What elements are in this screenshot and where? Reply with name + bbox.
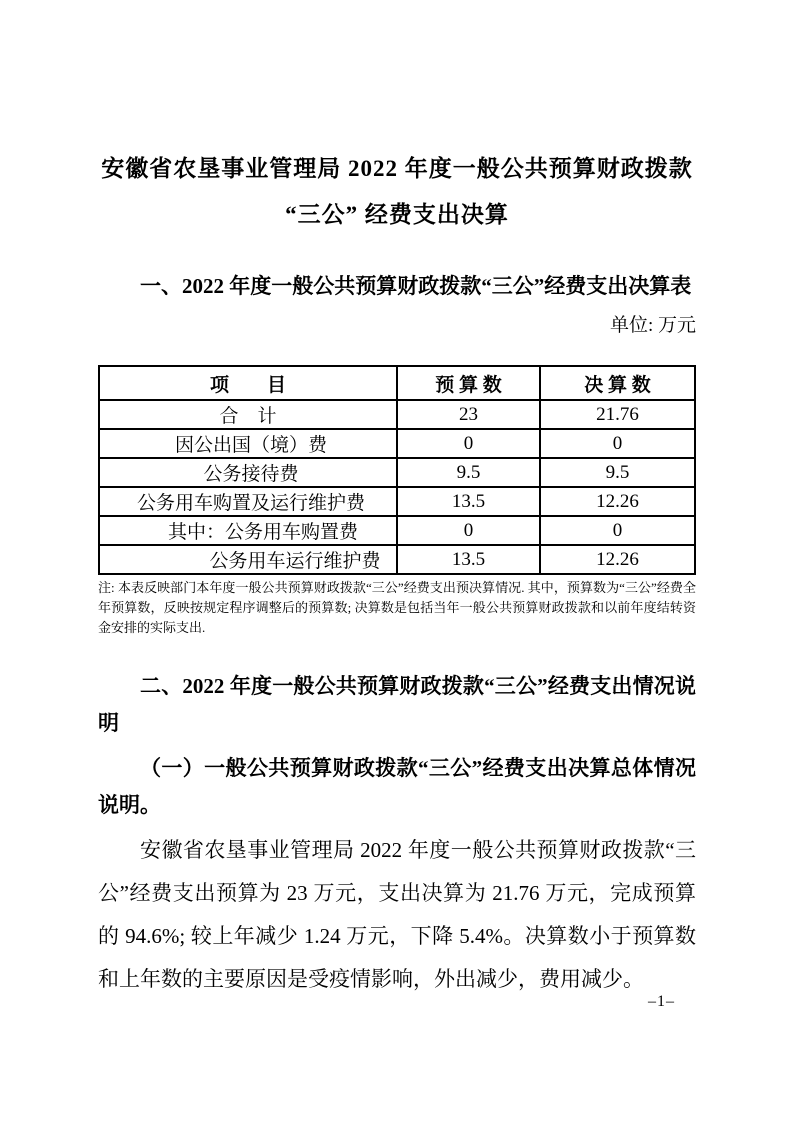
row-total-final: 21.76 xyxy=(540,400,695,429)
row-vehicle-purchase-budget: 0 xyxy=(397,516,540,545)
table-row xyxy=(99,400,695,429)
table-note: 注: 本表反映部门本年度一般公共预算财政拨款“三公”经费支出预决算情况. 其中，预算数为“三公”经费全年预算数，反映按规定程序调整后的预算数; 决算数是包括当年一般公共预算财政拨款和以前年度结转资金安排的实际支出. xyxy=(98,580,696,635)
row-vehicle-total-budget: 13.5 xyxy=(397,487,540,516)
row-reception-budget: 9.5 xyxy=(397,458,540,487)
table-row xyxy=(99,516,695,545)
document-title-line1: 安徽省农垦事业管理局 2022 年度一般公共预算财政拨款 xyxy=(101,156,693,181)
table-row xyxy=(99,458,695,487)
section-one-heading: 一、2022 年度一般公共预算财政拨款“三公”经费支出决算表 xyxy=(140,274,692,298)
overview-paragraph: 安徽省农垦事业管理局 2022 年度一般公共预算财政拨款“三公”经费支出预算为 23 万元，支出决算为 21.76 万元，完成预算的 94.6%; 较上年减少 1.24 万元，下降 5.4%。决算数小于预算数和上年数的主要原因是受疫情影响，外出减少，费用减少。 xyxy=(98,838,696,991)
row-vehicle-purchase-item: 其中：公务用车购置费 xyxy=(99,516,397,545)
row-vehicle-maintenance-budget: 13.5 xyxy=(397,545,540,574)
subsection-one-heading: （一）一般公共预算财政拨款“三公”经费支出决算总体情况说明。 xyxy=(98,756,696,817)
table-header-row xyxy=(99,366,695,400)
table-row xyxy=(99,429,695,458)
document-title-line2: “三公” 经费支出决算 xyxy=(285,202,509,227)
row-vehicle-maintenance-final: 12.26 xyxy=(540,545,695,574)
table-row xyxy=(99,545,695,574)
section-two-heading: 二、2022 年度一般公共预算财政拨款“三公”经费支出情况说明 xyxy=(98,674,696,735)
row-total-budget: 23 xyxy=(397,400,540,429)
row-vehicle-maintenance-item: 公务用车运行维护费 xyxy=(99,545,397,574)
row-vehicle-purchase-final: 0 xyxy=(540,516,695,545)
row-reception-final: 9.5 xyxy=(540,458,695,487)
row-abroad-final: 0 xyxy=(540,429,695,458)
row-reception-item: 公务接待费 xyxy=(99,458,397,487)
table-row xyxy=(99,487,695,516)
expenditure-table xyxy=(98,365,696,575)
page-number: –1– xyxy=(648,993,675,1010)
row-abroad-item: 因公出国（境）费 xyxy=(99,429,397,458)
column-header-final: 决 算 数 xyxy=(540,366,695,400)
row-vehicle-total-final: 12.26 xyxy=(540,487,695,516)
row-total-item: 合 计 xyxy=(99,400,397,429)
document-content xyxy=(98,146,696,1001)
row-vehicle-total-item: 公务用车购置及运行维护费 xyxy=(99,487,397,516)
row-abroad-budget: 0 xyxy=(397,429,540,458)
column-header-budget: 预 算 数 xyxy=(397,366,540,400)
column-header-item: 项 目 xyxy=(99,366,397,400)
document-title xyxy=(98,146,696,238)
unit-label: 单位: 万元 xyxy=(609,315,696,336)
